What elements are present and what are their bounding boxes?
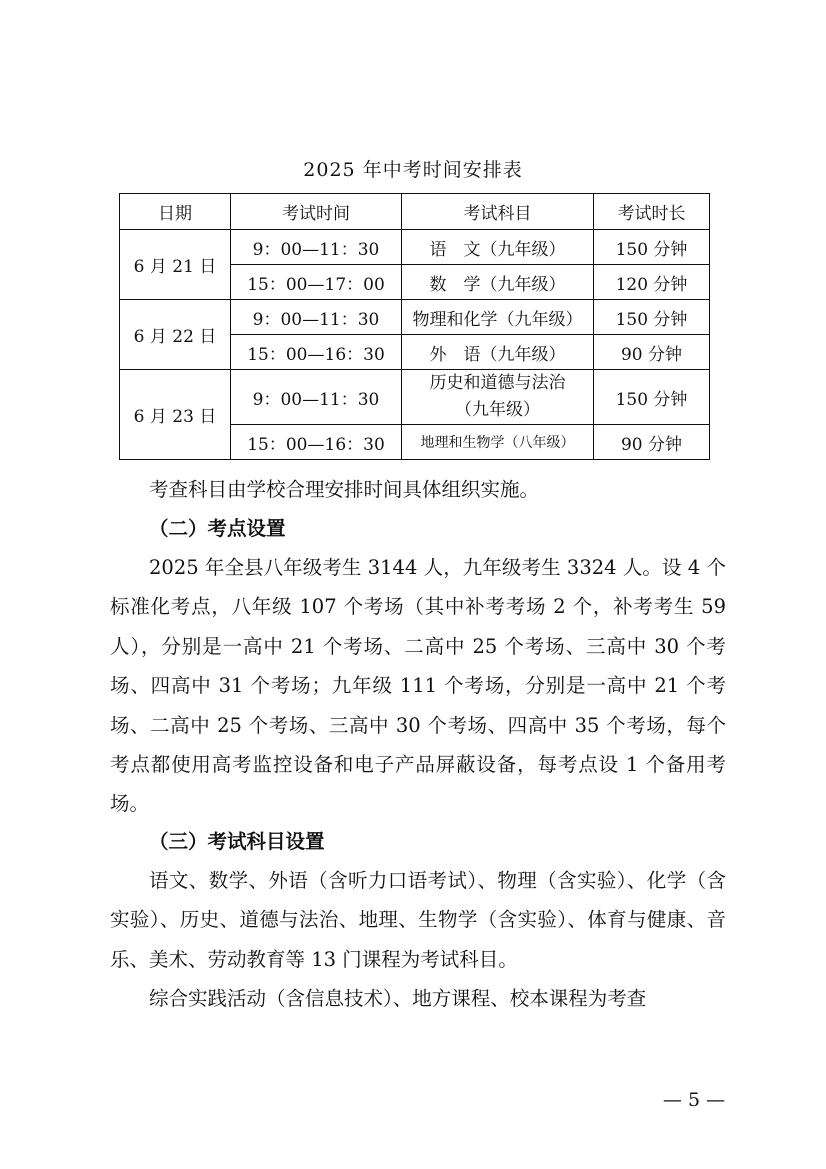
- duration-cell: 150 分钟: [594, 370, 710, 425]
- paragraph-exam-subjects: 语文、数学、外语（含听力口语考试）、物理（含实验）、化学（含实验）、历史、道德与法治、地理、生物学（含实验）、体育与健康、音乐、美术、劳动教育等 13 门课程为考试科目。: [110, 869, 726, 971]
- table-title: 2025 年中考时间安排表: [303, 159, 523, 181]
- paragraph-exam-sites: 2025 年全县八年级考生 3144 人，九年级考生 3324 人。设 4 个标准化考点，八年级 107 个考场（其中补考考场 2 个，补考考生 59 人），分别是一高中 21 个考场、二高中 25 个考场、三高中 30 个考场、四高中 31 个考场；九年级 111 个考场，分别是一高中 21 个考场、二高中 25 个考场、三高中 30 个考场、四高中 35 个考场，每个考点都使用高考监控设备和电子产品屏蔽设备，每考点设 1 个备用考场。: [110, 556, 726, 816]
- paragraph-assessment-subjects: 综合实践活动（含信息技术）、地方课程、校本课程为考查: [149, 987, 647, 1010]
- subject-line: （九年级）: [455, 400, 540, 420]
- date-cell: 6 月 21 日: [120, 230, 231, 300]
- header-duration: 考试时长: [594, 194, 710, 230]
- header-subject: 考试科目: [402, 194, 594, 230]
- exam-schedule-table: [119, 193, 710, 460]
- time-cell: 9：00—11：30: [231, 370, 402, 425]
- duration-cell: 90 分钟: [594, 425, 710, 460]
- table-header-row: [120, 194, 710, 230]
- table-row: [120, 230, 710, 265]
- paragraph-exam-arrangement: 考查科目由学校合理安排时间具体组织实施。: [149, 478, 540, 501]
- table-row: [120, 300, 710, 335]
- section-heading-exam-sites: （二）考点设置: [149, 517, 286, 540]
- duration-cell: 150 分钟: [594, 300, 710, 335]
- duration-cell: 150 分钟: [594, 230, 710, 265]
- time-cell: 9：00—11：30: [231, 230, 402, 265]
- section-heading-exam-subjects: （三）考试科目设置: [149, 830, 325, 853]
- header-date: 日期: [120, 194, 231, 230]
- header-time: 考试时间: [231, 194, 402, 230]
- duration-cell: 120 分钟: [594, 265, 710, 300]
- subject-cell: 物理和化学（九年级）: [402, 300, 594, 335]
- time-cell: 9：00—11：30: [231, 300, 402, 335]
- subject-cell: 外 语（九年级）: [402, 335, 594, 370]
- subject-cell: 地理和生物学（八年级）: [402, 425, 594, 460]
- time-cell: 15：00—17：00: [231, 265, 402, 300]
- duration-cell: 90 分钟: [594, 335, 710, 370]
- subject-cell: 语 文（九年级）: [402, 230, 594, 265]
- table-row: [120, 370, 710, 425]
- date-cell: 6 月 22 日: [120, 300, 231, 370]
- date-cell: 6 月 23 日: [120, 370, 231, 460]
- time-cell: 15：00—16：30: [231, 335, 402, 370]
- subject-cell: 数 学（九年级）: [402, 265, 594, 300]
- time-cell: 15：00—16：30: [231, 425, 402, 460]
- subject-line: 历史和道德与法治: [429, 373, 566, 393]
- page-number: — 5 —: [662, 1089, 726, 1111]
- subject-cell: [402, 370, 594, 425]
